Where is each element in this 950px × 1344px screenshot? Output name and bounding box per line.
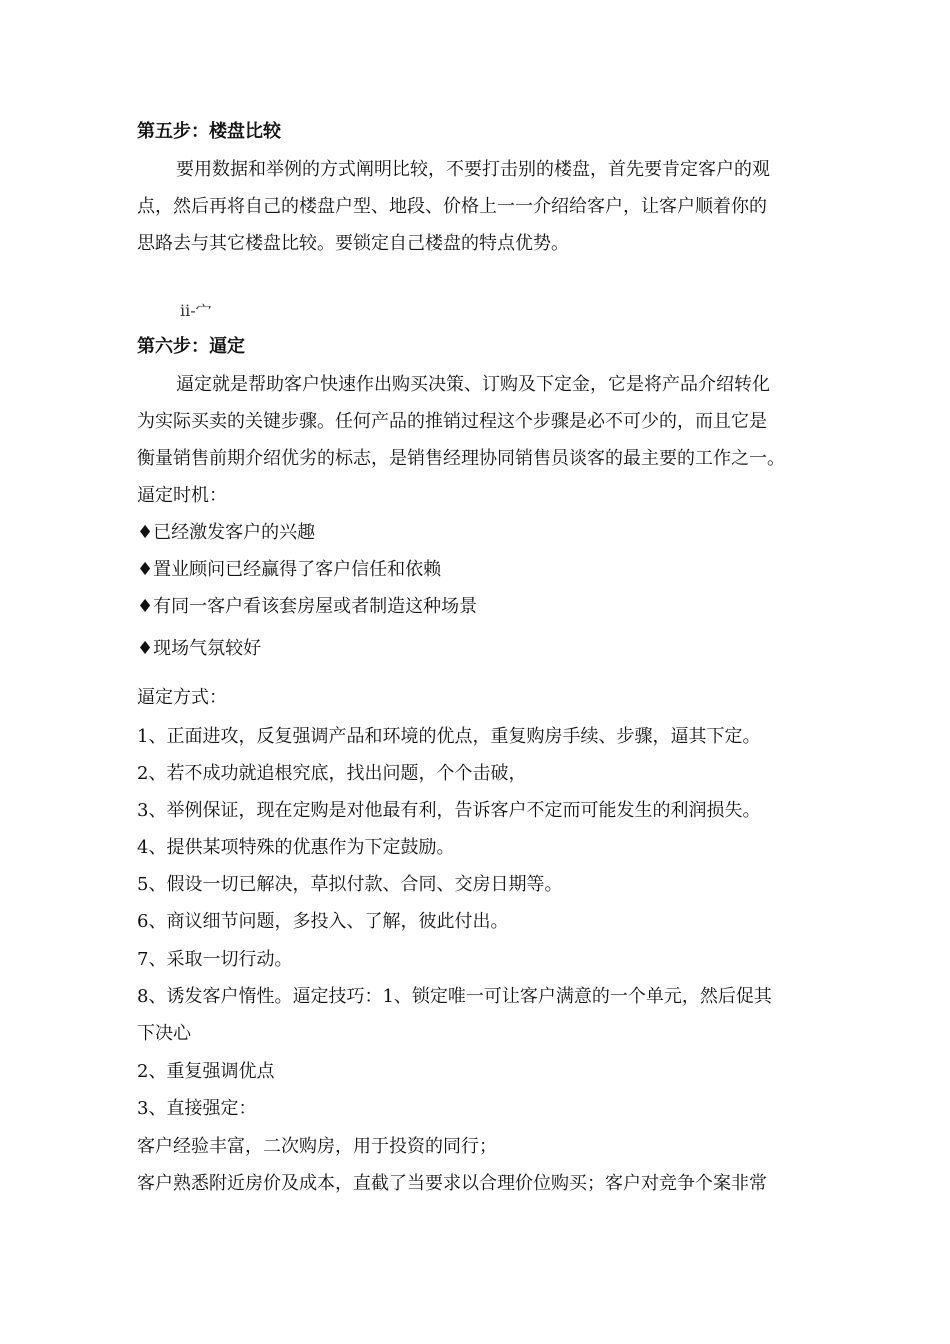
section6-para-line-1: 逼定就是帮助客户快速作出购买决策、订购及下定金，它是将产品介绍转化 — [176, 374, 770, 395]
methods-label: 逼定方式： — [137, 687, 227, 708]
method-item: 2、重复强调优点 — [137, 1061, 275, 1082]
timing-item: ♦置业顾问已经赢得了客户信任和依赖 — [137, 559, 442, 580]
section6-para-line-3: 衡量销售前期介绍优劣的标志，是销售经理协同销售员谈客的最主要的工作之一。 — [137, 448, 785, 469]
tail-line: 客户经验丰富，二次购房，用于投资的同行； — [137, 1136, 497, 1157]
method-item: 1、正面进攻，反复强调产品和环境的优点，重复购房手续、步骤，逼其下定。 — [137, 726, 761, 747]
timing-label: 逼定时机： — [137, 485, 227, 506]
section6-heading: 第六步：逼定 — [137, 336, 245, 357]
timing-item: ♦现场气氛较好 — [137, 638, 262, 659]
method-item: 5、假设一切已解决，草拟付款、合同、交房日期等。 — [137, 874, 563, 895]
method-item: 8、诱发客户惰性。逼定技巧：1、锁定唯一可让客户满意的一个单元，然后促其 — [137, 986, 772, 1007]
section5-heading: 第五步：楼盘比较 — [137, 121, 281, 142]
timing-item: ♦已经激发客户的兴趣 — [137, 522, 316, 543]
method-item: 2、若不成功就追根究底，找出问题，个个击破， — [137, 763, 527, 784]
section6-para-line-2: 为实际买卖的关键步骤。任何产品的推销过程这个步骤是必不可少的，而且它是 — [137, 411, 767, 432]
section5-para-line-1: 要用数据和举例的方式阐明比较，不要打击别的楼盘，首先要肯定客户的观 — [176, 159, 770, 180]
section5-para-line-2: 点，然后再将自己的楼盘户型、地段、价格上一一介绍给客户，让客户顺着你的 — [137, 196, 767, 217]
method-item: 下决心 — [137, 1023, 191, 1044]
section5-para-line-3: 思路去与其它楼盘比较。要锁定自己楼盘的特点优势。 — [137, 233, 569, 254]
tail-line: 客户熟悉附近房价及成本，直截了当要求以合理价位购买；客户对竞争个案非常 — [137, 1173, 767, 1194]
method-item: 3、直接强定： — [137, 1098, 257, 1119]
method-item: 7、采取一切行动。 — [137, 949, 293, 970]
method-item: 6、商议细节问题，多投入、了解，彼此付出。 — [137, 911, 509, 932]
timing-item: ♦有同一客户看该套房屋或者制造这种场景 — [137, 596, 478, 617]
stray-mark: ii-宀 — [180, 301, 212, 320]
method-item: 4、提供某项特殊的优惠作为下定鼓励。 — [137, 837, 455, 858]
method-item: 3、举例保证，现在定购是对他最有利，告诉客户不定而可能发生的利润损失。 — [137, 800, 761, 821]
